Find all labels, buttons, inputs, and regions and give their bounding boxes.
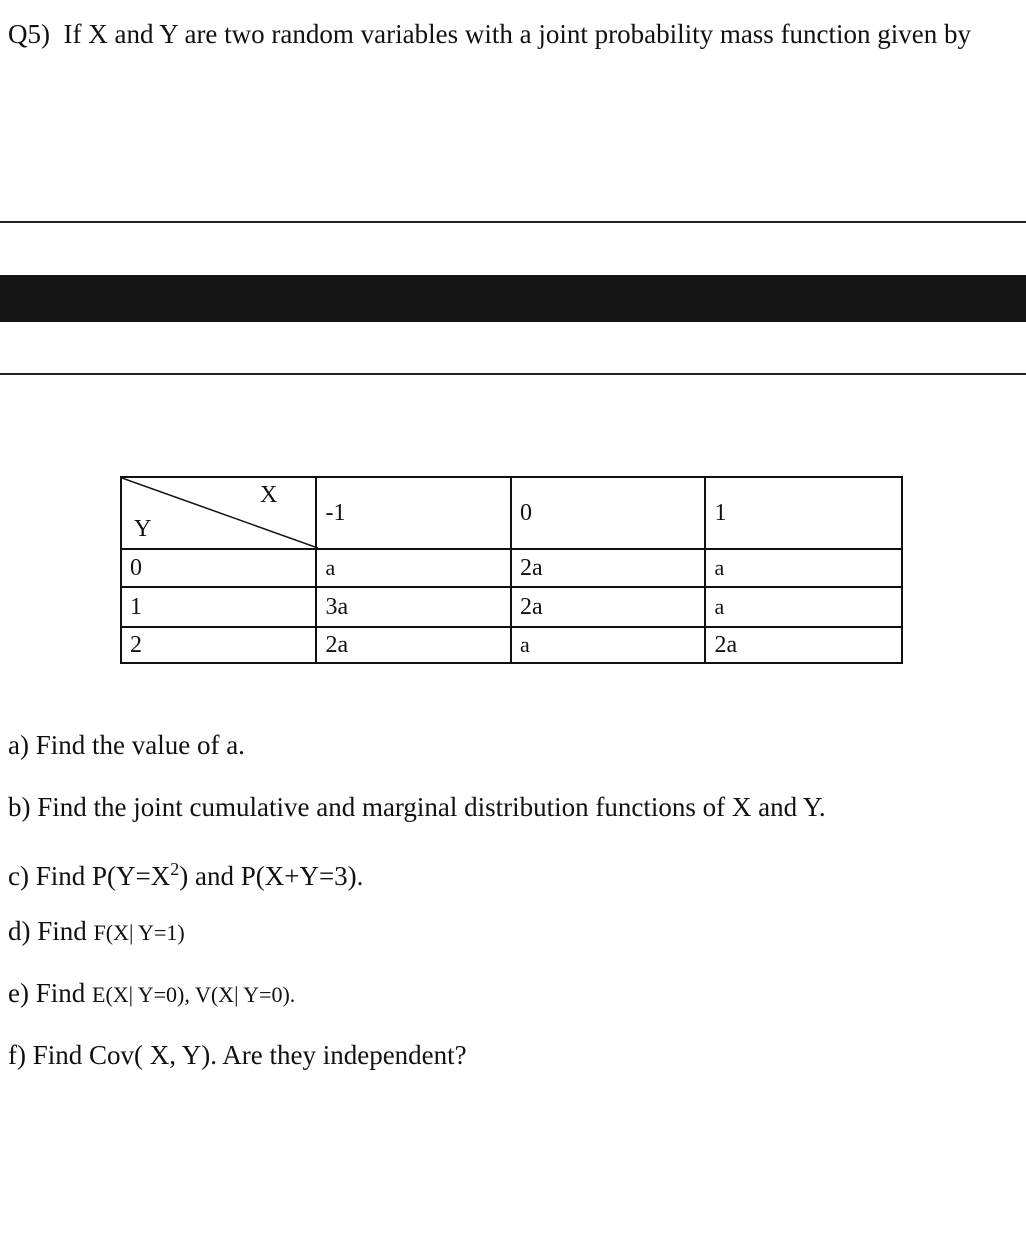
- redaction-bar: [0, 275, 1026, 322]
- part-b: b) Find the joint cumulative and marginal distribution functions of X and Y.: [8, 792, 826, 822]
- y-axis-label: Y: [134, 516, 152, 542]
- table-row: [121, 627, 902, 663]
- pmf-cell: 2a: [316, 627, 511, 663]
- divider-bottom: [0, 373, 1026, 375]
- pmf-cell: 3a: [316, 587, 511, 627]
- question-text: [8, 14, 1008, 54]
- table-row: [121, 549, 902, 587]
- part-a: a) Find the value of a.: [8, 730, 245, 760]
- question-parts-list: [8, 725, 826, 1097]
- y-value-cell: 0: [121, 549, 316, 587]
- divider-top: [0, 221, 1026, 223]
- part-c: [8, 849, 826, 911]
- joint-pmf-table: [120, 476, 903, 664]
- pmf-cell: 2a: [705, 627, 902, 663]
- x-value-header: -1: [316, 477, 511, 549]
- part-e-expression: E(X| Y=0), V(X| Y=0).: [92, 982, 296, 1007]
- pmf-cell: a: [511, 627, 706, 663]
- table-header-row: [121, 477, 902, 549]
- pmf-cell: a: [705, 549, 902, 587]
- part-e: [8, 973, 826, 1035]
- y-value-cell: 2: [121, 627, 316, 663]
- pmf-cell: a: [316, 549, 511, 587]
- pmf-cell: 2a: [511, 587, 706, 627]
- y-value-cell: 1: [121, 587, 316, 627]
- part-f: f) Find Cov( X, Y). Are they independent?: [8, 1040, 467, 1070]
- part-d-prefix: d) Find: [8, 916, 94, 946]
- x-axis-label: X: [260, 482, 278, 508]
- part-e-prefix: e) Find: [8, 978, 92, 1008]
- part-c-prefix: c) Find P(Y=X: [8, 861, 171, 891]
- x-value-header: 0: [511, 477, 706, 549]
- pmf-cell: 2a: [511, 549, 706, 587]
- part-d: [8, 911, 826, 973]
- table-row: [121, 587, 902, 627]
- part-d-expression: F(X| Y=1): [93, 920, 185, 945]
- question-label: Q5): [8, 19, 50, 49]
- part-c-exponent: 2: [170, 859, 180, 879]
- question-body: If X and Y are two random variables with a joint probability mass function given by: [63, 19, 972, 49]
- pmf-cell: a: [705, 587, 902, 627]
- table-corner-cell: [121, 477, 316, 549]
- part-c-suffix: ) and P(X+Y=3).: [179, 861, 364, 891]
- x-value-header: 1: [705, 477, 902, 549]
- diagonal-divider: [122, 478, 318, 550]
